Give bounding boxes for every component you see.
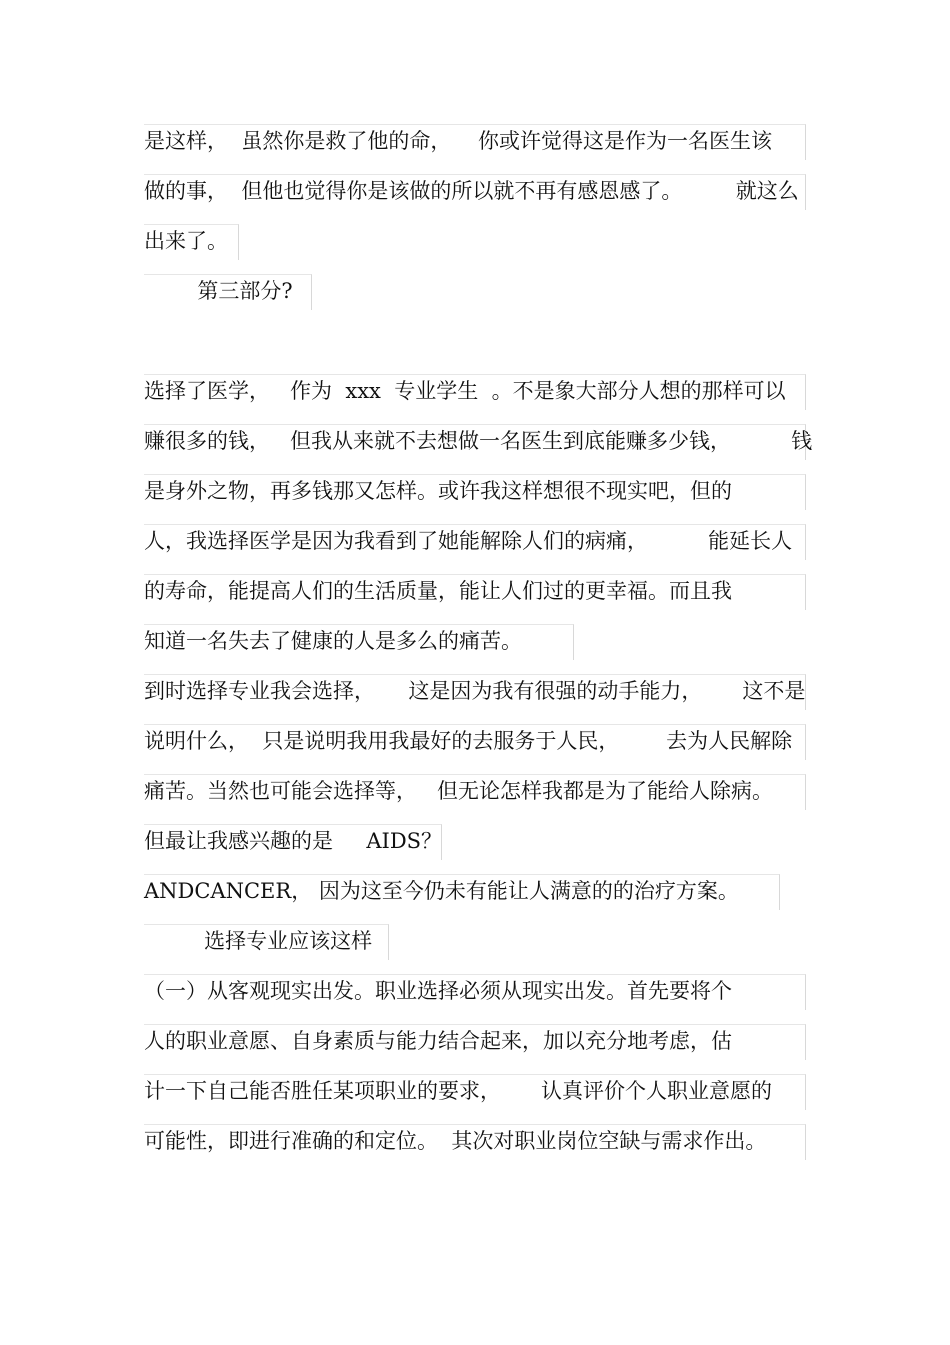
section-heading: 选择专业应该这样 bbox=[144, 924, 389, 960]
text-line: 是这样， 虽然你是救了他的命， 你或许觉得这是作为一名医生该 bbox=[144, 124, 806, 160]
text-line: 是身外之物，再多钱那又怎样。或许我这样想很不现实吧，但的 bbox=[144, 474, 806, 510]
text-line: （一）从客观现实出发。职业选择必须从现实出发。首先要将个 bbox=[144, 974, 806, 1010]
text-line: 但最让我感兴趣的是 AIDS？ bbox=[144, 824, 442, 860]
text-line: 知道一名失去了健康的人是多么的痛苦。 bbox=[144, 624, 574, 660]
text-line: 出来了。 bbox=[144, 224, 239, 260]
text-line: 赚很多的钱， 但我从来就不去想做一名医生到底能赚多少钱， 钱 bbox=[144, 424, 806, 460]
text-line: 痛苦。当然也可能会选择等， 但无论怎样我都是为了能给人除病。 bbox=[144, 774, 806, 810]
text-line: 可能性，即进行准确的和定位。 其次对职业岗位空缺与需求作出。 bbox=[144, 1124, 806, 1160]
text-line: 的寿命，能提高人们的生活质量，能让人们过的更幸福。而且我 bbox=[144, 574, 806, 610]
text-line: 人，我选择医学是因为我看到了她能解除人们的病痛， 能延长人 bbox=[144, 524, 806, 560]
section-heading: 第三部分? bbox=[144, 274, 312, 310]
text-line: 做的事， 但他也觉得你是该做的所以就不再有感恩感了。 就这么 bbox=[144, 174, 806, 210]
text-line: 到时选择专业我会选择， 这是因为我有很强的动手能力， 这不是 bbox=[144, 674, 806, 710]
text-line: 计一下自己能否胜任某项职业的要求， 认真评价个人职业意愿的 bbox=[144, 1074, 806, 1110]
text-line: 人的职业意愿、自身素质与能力结合起来，加以充分地考虑，估 bbox=[144, 1024, 806, 1060]
text-line: 选择了医学， 作为 xxx 专业学生 。不是象大部分人想的那样可以 bbox=[144, 374, 806, 410]
text-line: ANDCANCER， 因为这至今仍未有能让人满意的的治疗方案。 bbox=[144, 874, 780, 910]
text-line: 说明什么， 只是说明我用我最好的去服务于人民， 去为人民解除 bbox=[144, 724, 806, 760]
